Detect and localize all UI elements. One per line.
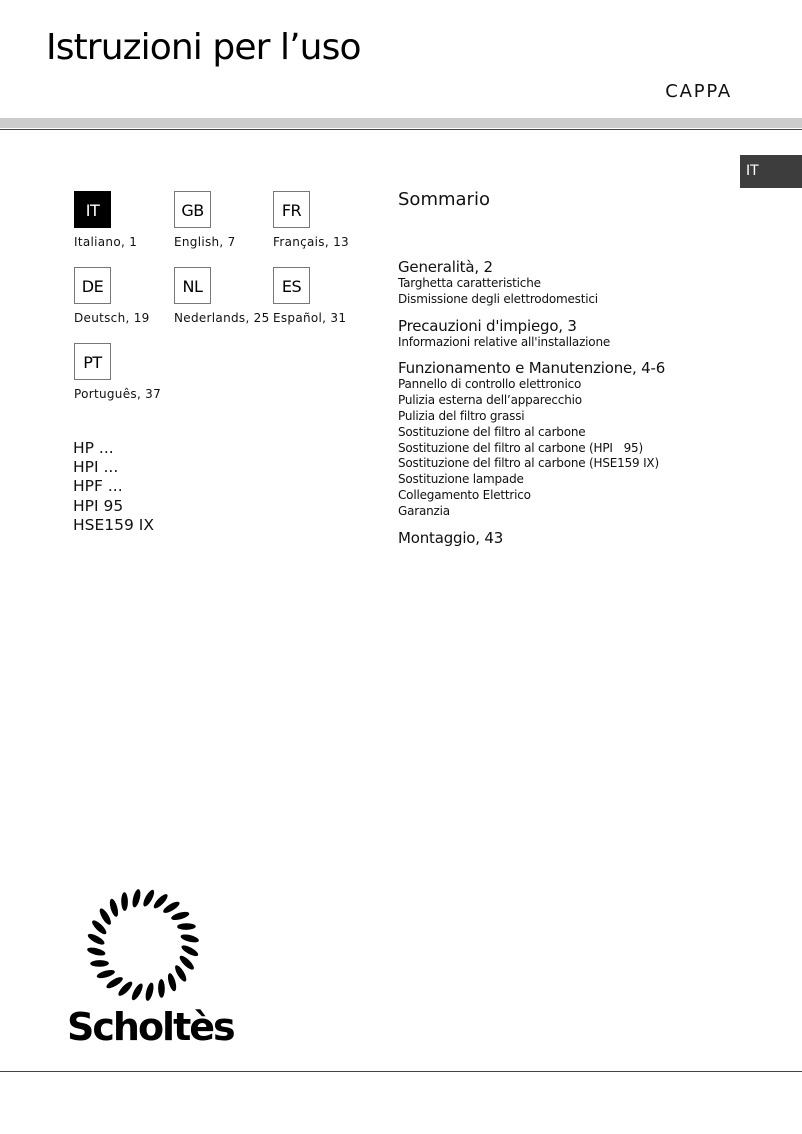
sun-ray (96, 968, 116, 980)
toc-section (398, 317, 738, 351)
sun-ray (158, 979, 165, 998)
model-name: HSE159 IX (73, 515, 154, 534)
sun-ray (162, 900, 181, 915)
language-code-box[interactable]: FR (273, 191, 310, 228)
toc-heading[interactable]: Funzionamento e Manutenzione, 4-6 (398, 359, 666, 378)
model-name: HP ... (73, 439, 114, 457)
language-label: Español, 31 (273, 311, 347, 325)
sun-ray (86, 932, 106, 947)
toc-item[interactable]: Sostituzione lampade (398, 472, 524, 487)
header-gray-band (0, 118, 802, 128)
sun-ray (121, 892, 128, 911)
sun-ray (180, 943, 200, 958)
toc-section (398, 529, 738, 547)
language-code-box[interactable]: IT (74, 191, 111, 228)
sun-ray (86, 946, 106, 957)
language-label: Italiano, 1 (74, 235, 138, 249)
footer-divider (0, 1071, 802, 1072)
sun-ray (130, 982, 145, 1002)
model-list (73, 439, 154, 535)
header-divider (0, 129, 802, 130)
toc-item[interactable]: Sostituzione del filtro al carbone (HSE159 IX) (398, 456, 659, 471)
language-item-pt[interactable] (74, 343, 184, 401)
model-name: HPF ... (73, 477, 123, 496)
toc-item[interactable]: Sostituzione del filtro al carbone (398, 424, 586, 439)
language-item-de[interactable] (74, 267, 184, 325)
language-item-gb[interactable] (174, 191, 284, 249)
toc-title: Sommario (398, 189, 490, 210)
sun-ray (108, 898, 120, 918)
language-code-box[interactable]: GB (174, 191, 211, 228)
sun-ray (105, 975, 124, 990)
toc-section (398, 359, 738, 519)
language-label: Français, 13 (273, 235, 349, 249)
model-name: HPI 95 (73, 496, 124, 515)
language-label: Nederlands, 25 (174, 311, 270, 325)
toc-heading[interactable]: Montaggio, 43 (398, 528, 504, 547)
language-label: English, 7 (174, 235, 236, 249)
brand-name: Scholtès (67, 1005, 234, 1049)
toc-item[interactable]: Pulizia del filtro grassi (398, 408, 525, 423)
toc-item[interactable]: Collegamento Elettrico (398, 487, 531, 502)
language-item-fr[interactable] (273, 191, 383, 249)
toc-item[interactable]: Informazioni relative all'installazione (398, 334, 611, 349)
language-code-box[interactable]: PT (74, 343, 111, 380)
toc-heading[interactable]: Generalità, 2 (398, 258, 493, 276)
sun-ray (177, 923, 196, 930)
table-of-contents (398, 258, 738, 556)
language-item-it[interactable] (74, 191, 184, 249)
language-item-es[interactable] (273, 267, 383, 325)
sun-ray (166, 972, 178, 992)
toc-heading[interactable]: Precauzioni d'impiego, 3 (398, 316, 577, 335)
toc-item[interactable]: Garanzia (398, 503, 450, 518)
toc-item[interactable]: Targhetta caratteristiche (398, 276, 541, 290)
language-side-tab[interactable]: IT (740, 155, 802, 188)
language-code-box[interactable]: DE (74, 267, 111, 304)
toc-item[interactable]: Pulizia esterna dell’apparecchio (398, 393, 582, 408)
sun-ray (173, 964, 188, 983)
model-name: HPI ... (73, 458, 119, 477)
language-label: Português, 37 (74, 387, 162, 401)
language-code-box[interactable]: ES (273, 267, 310, 304)
sun-ray (141, 888, 156, 908)
sun-burst-icon (84, 886, 202, 1004)
language-label: Deutsch, 19 (74, 311, 150, 325)
document-title: Istruzioni per l’uso (46, 27, 361, 68)
toc-item[interactable]: Sostituzione del filtro al carbone (HPI 95) (398, 440, 643, 455)
language-item-nl[interactable] (174, 267, 284, 325)
product-type: CAPPA (665, 81, 732, 102)
sun-ray (90, 960, 109, 967)
sun-ray (180, 933, 200, 944)
sun-ray (98, 907, 113, 926)
toc-item[interactable]: Dismissione degli elettrodomestici (398, 291, 598, 306)
sun-ray (131, 888, 142, 908)
language-code-box[interactable]: NL (174, 267, 211, 304)
toc-item[interactable]: Pannello di controllo elettronico (398, 377, 582, 392)
sun-ray (170, 910, 190, 922)
sun-ray (144, 982, 155, 1002)
toc-section (398, 258, 738, 308)
